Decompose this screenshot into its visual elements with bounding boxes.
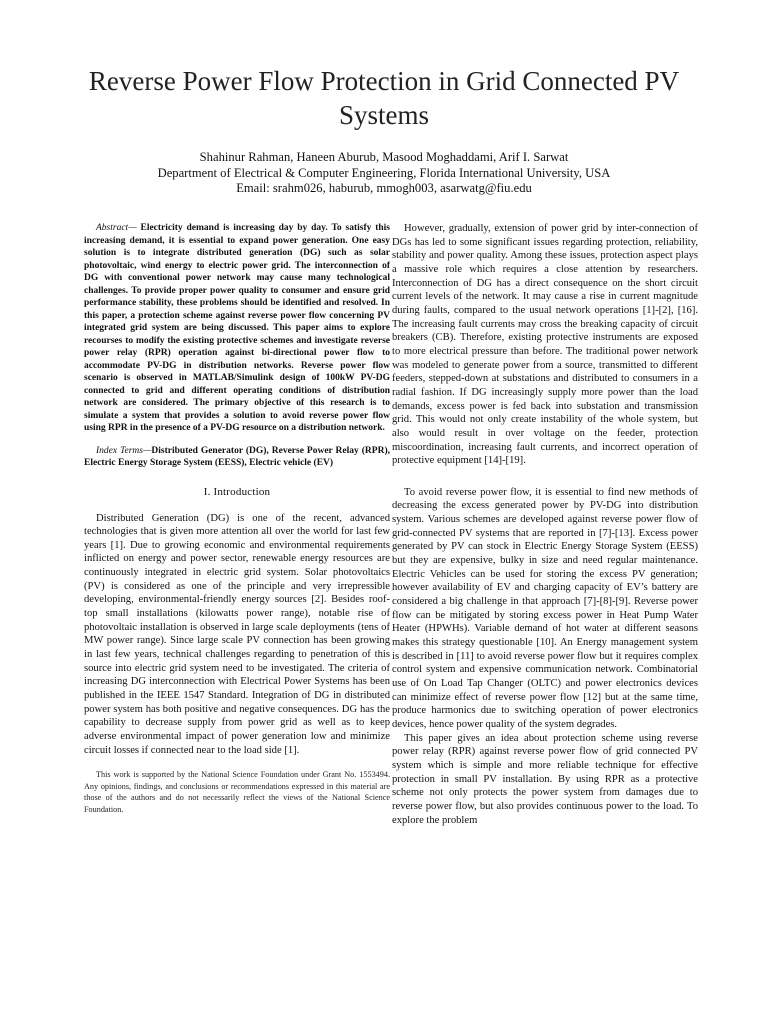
body-paragraph-protection: However, gradually, extension of power grid by inter-connection of DGs has led to some significant issues regarding protection, reliability, stability and power quality. Among these issues, protection aspect plays a massive role which requires a close attention by researchers. Interconnection of DG has a direct consequence on the short circuit current levels of the network. It may cause a rise in current magnitude during faults, compared to the usual network operations [1]-[2], [16]. The increasing fault currents may cross the breaking capacity of circuit breakers (CB). Therefore, existing protective instruments are exposed to more electrical pressure than before. The traditional power network was modeled to generate power from a source, transmitted to different feeders, stepped-down at substations and distributed to consumers in a radial fashion. If DG increasingly supply more power than the load demands, excess power is fed back into substation and transmission grid. This would not only create instability of the whole system, but also would result in over voltage on the feeder, protection miscoordination, increasing fault currents, and incorrect operation of protective equipment [14]-[19]. (392, 223, 698, 467)
right-column (392, 222, 698, 827)
intro-paragraph: Distributed Generation (DG) is one of the recent, advanced technologies that is given more attention all over the world for last few years [1]. Due to growing economic and environmental requirements inflicted on energy and power sector, renewable energy resources are continuously integrated in electric grid system. Solar photovoltaics (PV) is considered as one of the principle and very irrepressible developing, environmental-friendly energy sources [2]. Besides roof-top small installations (kilowatts power range), notable rise of photovoltaic installation is observed in large scale deployments (tens of MW power range). Since large scale PV connection has been growing in last few years, technical challenges regarding to penetration of this source into electric grid system need to be investigated. The criteria of increasing DG interconnection with Electrical Power Systems has been published in the IEEE 1547 Standard. Integration of DG in distributed power system has both positive and negative consequences. DG has the capability to decrease supply from power grid as well as to keep adverse environmental impact of power generation low and minimize circuit losses if connected near to the load side [1]. (84, 512, 390, 756)
abstract-label: Abstract— (96, 223, 137, 233)
body-paragraph-rpr: This paper gives an idea about protection scheme using reverse power relay (RPR) against reverse power flow of grid connected PV system which is simple and more reliable technique for effective protection in small PV installation. By using RPR as a protective scheme not only protects the power system from damages due to reverse power flow, but also provides continuous power to the load. To explore the problem (392, 732, 698, 826)
author-affiliation: Department of Electrical & Computer Engineering, Florida International University, USA (157, 165, 611, 180)
author-block (40, 150, 728, 197)
paragraph-gap (392, 468, 698, 486)
abstract (84, 222, 390, 435)
index-terms-text: Distributed Generator (DG), Reverse Power Relay (RPR), Electric Energy Storage System (EESS), Electric vehicle (EV) (84, 445, 390, 468)
funding-footnote: This work is supported by the National Science Foundation under Grant No. 1553494. Any opinions, findings, and conclusions or recommendations expressed in this material are those of the authors and do not necessarily reflect the views of the National Science Foundation. (84, 770, 390, 814)
abstract-text: Electricity demand is increasing day by day. To satisfy this increasing demand, it is essential to expand power generation. One easy solution is to integrate distributed generation (DG) such as solar photovoltaic, wind energy to electric power grid. The interconnection of DG with conventional power network may cause many technological challenges. To provide proper power quality to consumer and ensure grid performance stability, these problems should be identified and resolved. In this paper, a protection scheme against reverse power flow concerning PV integrated grid system are being discussed. This paper aims to explore recourses to modify the existing protective schemes and investigate reverse power relay (RPR) operation against bi-directional power flow to accommodate PV-DG in distribution networks. Reverse power flow scenario is observed in MATLAB/Simulink design of 100kW PV-DG connected to grid and different operating conditions of distribution network are considered. The primary objective of this research is to simulate a system that provides a solution to avoid reverse power flow using RPR in the presence of a PV-DG resource on a distribution network. (84, 223, 390, 433)
left-column (84, 222, 390, 815)
author-email: Email: srahm026, haburub, mmogh003, asarwatg@fiu.edu (236, 181, 532, 195)
index-terms-label: Index Terms— (96, 445, 152, 456)
body-paragraph-schemes: To avoid reverse power flow, it is essential to find new methods of decreasing the excess generated power by PV-DG into distribution system. Various schemes are developed against reverse power flow of grid-connected PV systems that are reported in [7]-[13]. Excess power generated by PV can stock in Electric Energy Storage System (EESS) but they are expensive, bulky in size and need regular maintenance. Electric Vehicles can be used for storing the excess PV generation; however availability of EV and charging capacity of EV’s battery are considered a big challenge in that approach [7]-[8]-[9]. Reverse power flow can be mitigated by storing excess power in Heat Pump Water Heater (HPWHs). Variable demand of hot water at different seasons makes this strategy questionable [10]. An Energy management system is described in [11] to avoid reverse power flow but it requires complex control system and expensive communication network. Combinatorial use of On Load Tap Changer (OLTC) and power electronics devices can minimize effect of reverse power flow [12] but at the same time, produce harmonics due to switching operation of power electronics devices, hence power quality of the system degrades. (392, 486, 698, 730)
paper-title: Reverse Power Flow Protection in Grid Connected PV Systems (88, 66, 680, 130)
index-terms (84, 445, 390, 470)
section-heading-introduction: I. Introduction (203, 485, 271, 498)
author-names: Shahinur Rahman, Haneen Aburub, Masood Moghaddami, Arif I. Sarwat (199, 150, 569, 164)
